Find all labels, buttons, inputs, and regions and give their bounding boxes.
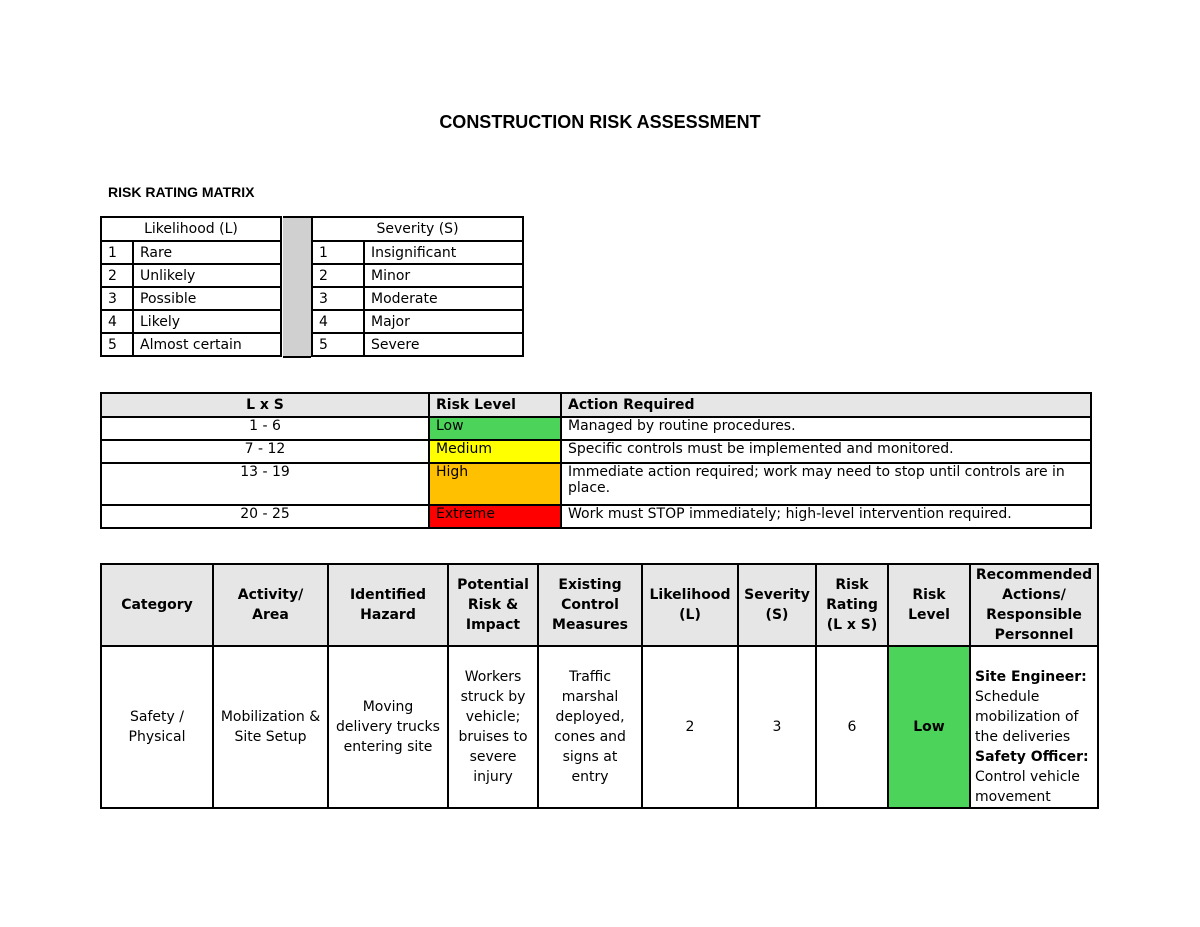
likelihood-table xyxy=(100,216,282,357)
action-required-header: Action Required xyxy=(561,393,1091,417)
col-potential-risk: Potential Risk & Impact xyxy=(448,564,538,646)
risk-level-low: Low xyxy=(429,417,561,440)
cell-hazard: Moving delivery trucks entering site xyxy=(328,646,448,808)
col-hazard: Identified Hazard xyxy=(328,564,448,646)
likelihood-row: 4 Likely xyxy=(101,310,281,333)
severity-row: 2 Minor xyxy=(312,264,523,287)
action2-role: Safety Officer: xyxy=(975,749,1089,765)
likelihood-row: 2 Unlikely xyxy=(101,264,281,287)
cell-recommended-actions xyxy=(970,646,1098,808)
risk-level-row: 20 - 25 Extreme Work must STOP immediately; high-level intervention required. xyxy=(101,505,1091,528)
col-likelihood: Likelihood (L) xyxy=(642,564,738,646)
cell-risk-rating: 6 xyxy=(816,646,888,808)
col-risk-level: Risk Level xyxy=(888,564,970,646)
cell-activity: Mobilization & Site Setup xyxy=(213,646,328,808)
cell-potential-risk: Workers struck by vehicle; bruises to severe injury xyxy=(448,646,538,808)
risk-assessment-table xyxy=(100,563,1099,809)
matrix-title: RISK RATING MATRIX xyxy=(108,184,255,200)
action1-text: Schedule mobilization of the deliveries xyxy=(975,689,1079,745)
col-controls: Existing Control Measures xyxy=(538,564,642,646)
col-category: Category xyxy=(101,564,213,646)
page-title: CONSTRUCTION RISK ASSESSMENT xyxy=(439,112,761,132)
col-risk-rating: Risk Rating (L x S) xyxy=(816,564,888,646)
cell-severity: 3 xyxy=(738,646,816,808)
cell-risk-level: Low xyxy=(888,646,970,808)
risk-level-row: 13 - 19 High Immediate action required; work may need to stop until controls are in place. xyxy=(101,463,1091,505)
risk-level-row: 7 - 12 Medium Specific controls must be implemented and monitored. xyxy=(101,440,1091,463)
table-row xyxy=(101,646,1098,808)
risk-level-header: Risk Level xyxy=(429,393,561,417)
risk-level-extreme: Extreme xyxy=(429,505,561,528)
lxs-header: L x S xyxy=(101,393,429,417)
risk-level-row: 1 - 6 Low Managed by routine procedures. xyxy=(101,417,1091,440)
col-recommended-actions: Recommended Actions/ Responsible Personnel xyxy=(970,564,1098,646)
severity-row: 1 Insignificant xyxy=(312,241,523,264)
col-activity: Activity/ Area xyxy=(213,564,328,646)
cell-controls: Traffic marshal deployed, cones and signs at entry xyxy=(538,646,642,808)
severity-header: Severity (S) xyxy=(312,217,523,241)
risk-level-table xyxy=(100,392,1092,529)
cell-likelihood: 2 xyxy=(642,646,738,808)
likelihood-header: Likelihood (L) xyxy=(101,217,281,241)
likelihood-row: 5 Almost certain xyxy=(101,333,281,356)
severity-row: 3 Moderate xyxy=(312,287,523,310)
likelihood-row: 3 Possible xyxy=(101,287,281,310)
likelihood-row: 1 Rare xyxy=(101,241,281,264)
severity-row: 4 Major xyxy=(312,310,523,333)
col-severity: Severity (S) xyxy=(738,564,816,646)
severity-table xyxy=(311,216,524,357)
cell-category: Safety / Physical xyxy=(101,646,213,808)
action2-text: Control vehicle movement xyxy=(975,769,1080,805)
risk-level-high: High xyxy=(429,463,561,505)
action1-role: Site Engineer: xyxy=(975,669,1087,685)
matrix-divider xyxy=(283,216,311,358)
risk-level-medium: Medium xyxy=(429,440,561,463)
severity-row: 5 Severe xyxy=(312,333,523,356)
